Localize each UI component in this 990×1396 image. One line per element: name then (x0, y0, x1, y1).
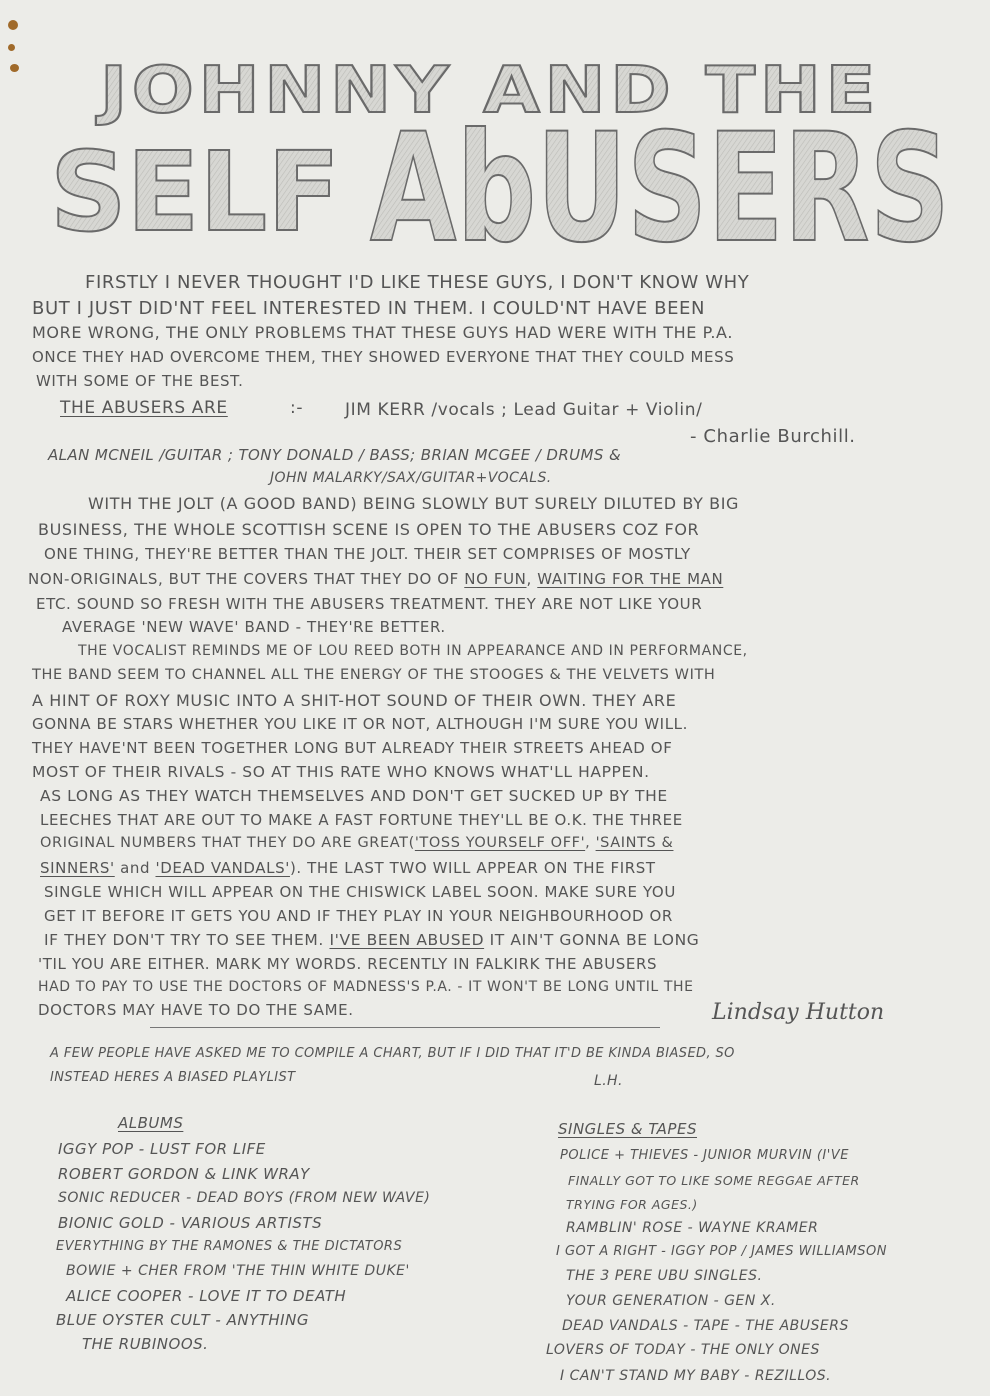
article-text: , (526, 570, 538, 588)
title-abusers: AbUSERS (370, 102, 950, 250)
article-line: AVERAGE 'NEW WAVE' BAND - THEY'RE BETTER. (62, 618, 446, 636)
stain-mark (8, 44, 15, 51)
song-title: WAITING FOR THE MAN (537, 570, 724, 588)
song-title: 'TOSS YOURSELF OFF' (414, 835, 586, 851)
single-item: RAMBLIN' ROSE - WAYNE KRAMER (566, 1220, 819, 1236)
article-line: GONNA BE STARS WHETHER YOU LIKE IT OR NOT, ALTHOUGH I'M SURE YOU WILL. (32, 715, 688, 733)
title-banner (20, 40, 970, 250)
lineup-heading: THE ABUSERS ARE (60, 398, 228, 418)
article-line: A HINT OF ROXY MUSIC INTO A SHIT-HOT SOUND OF THEIR OWN. THEY ARE (32, 691, 677, 710)
single-item: YOUR GENERATION - GEN X. (566, 1293, 776, 1309)
article-line: SINGLE WHICH WILL APPEAR ON THE CHISWICK LABEL SOON. MAKE SURE YOU (44, 883, 676, 901)
article-line: GET IT BEFORE IT GETS YOU AND IF THEY PLAY IN YOUR NEIGHBOURHOOD OR (44, 907, 673, 925)
article-text: and (114, 859, 156, 877)
article-line: FIRSTLY I NEVER THOUGHT I'D LIKE THESE GUYS, I DON'T KNOW WHY (85, 272, 750, 293)
song-title: 'SAINTS & (595, 835, 674, 851)
article-line: WITH THE JOLT (A GOOD BAND) BEING SLOWLY BUT SURELY DILUTED BY BIG (88, 494, 740, 513)
lineup-line: JOHN MALARKY/SAX/GUITAR+VOCALS. (270, 470, 552, 486)
lineup-separator: :- (290, 398, 304, 418)
article-line (40, 835, 673, 851)
playlist-intro: INSTEAD HERES A BIASED PLAYLIST (50, 1070, 296, 1085)
article-line: BUSINESS, THE WHOLE SCOTTISH SCENE IS OPEN TO THE ABUSERS COZ FOR (38, 520, 700, 539)
title-line-1: JOHNNY AND THE (95, 54, 881, 128)
article-line: HAD TO PAY TO USE THE DOCTORS OF MADNESS'S P.A. - IT WON'T BE LONG UNTIL THE (38, 979, 694, 995)
article-line: WITH SOME OF THE BEST. (36, 372, 244, 390)
article-line: AS LONG AS THEY WATCH THEMSELVES AND DON'T GET SUCKED UP BY THE (40, 787, 668, 805)
single-item: POLICE + THIEVES - JUNIOR MURVIN (I'VE (560, 1148, 849, 1163)
singles-heading: SINGLES & TAPES (558, 1120, 697, 1138)
article-line: THE BAND SEEM TO CHANNEL ALL THE ENERGY OF THE STOOGES & THE VELVETS WITH (32, 667, 716, 683)
article-line (40, 859, 656, 877)
article-line: LEECHES THAT ARE OUT TO MAKE A FAST FORTUNE THEY'LL BE O.K. THE THREE (40, 811, 683, 829)
album-item: ALICE COOPER - LOVE IT TO DEATH (66, 1287, 347, 1305)
article-text: NON-ORIGINALS, BUT THE COVERS THAT THEY DO OF (28, 570, 465, 588)
article-text: ORIGINAL NUMBERS THAT THEY DO ARE GREAT( (40, 835, 415, 851)
article-line (44, 931, 699, 949)
article-line: ONCE THEY HAD OVERCOME THEM, THEY SHOWED EVERYONE THAT THEY COULD MESS (32, 348, 735, 366)
playlist-initials: L.H. (594, 1073, 623, 1089)
single-item: FINALLY GOT TO LIKE SOME REGGAE AFTER (568, 1173, 860, 1188)
article-line: BUT I JUST DID'NT FEEL INTERESTED IN THEM. I COULD'NT HAVE BEEN (32, 298, 706, 319)
article-line: 'TIL YOU ARE EITHER. MARK MY WORDS. RECENTLY IN FALKIRK THE ABUSERS (38, 955, 658, 973)
article-line: THE VOCALIST REMINDS ME OF LOU REED BOTH IN APPEARANCE AND IN PERFORMANCE, (78, 643, 748, 659)
single-item: THE 3 PERE UBU SINGLES. (566, 1268, 763, 1284)
album-item: BIONIC GOLD - VARIOUS ARTISTS (58, 1214, 323, 1232)
article-text: IF THEY DON'T TRY TO SEE THEM. (44, 931, 330, 949)
lineup-line: ALAN MCNEIL /GUITAR ; TONY DONALD / BASS; BRIAN MCGEE / DRUMS & (48, 446, 622, 464)
stain-mark (8, 20, 18, 30)
album-item: BLUE OYSTER CULT - ANYTHING (56, 1311, 309, 1329)
song-title: NO FUN (464, 570, 527, 588)
albums-heading: ALBUMS (118, 1114, 184, 1132)
playlist-intro: A FEW PEOPLE HAVE ASKED ME TO COMPILE A CHART, BUT IF I DID THAT IT'D BE KINDA BIASED, SO (50, 1046, 735, 1061)
song-title: 'DEAD VANDALS' (155, 859, 290, 877)
article-line: MORE WRONG, THE ONLY PROBLEMS THAT THESE GUYS HAD WERE WITH THE P.A. (32, 323, 734, 342)
article-line (28, 570, 723, 588)
article-line: ONE THING, THEY'RE BETTER THAN THE JOLT. THEIR SET COMPRISES OF MOSTLY (44, 545, 691, 563)
lineup-line: JIM KERR /vocals ; Lead Guitar + Violin/ (345, 400, 703, 420)
article-text: ). THE LAST TWO WILL APPEAR ON THE FIRST (289, 859, 656, 877)
article-line: DOCTORS MAY HAVE TO DO THE SAME. (38, 1001, 354, 1019)
article-line: THEY HAVE'NT BEEN TOGETHER LONG BUT ALREADY THEIR STREETS AHEAD OF (32, 739, 673, 757)
single-item: I CAN'T STAND MY BABY - REZILLOS. (560, 1368, 832, 1384)
album-item: EVERYTHING BY THE RAMONES & THE DICTATORS (56, 1239, 403, 1254)
lineup-line: - Charlie Burchill. (690, 426, 856, 447)
divider (150, 1027, 660, 1028)
stain-mark (10, 64, 19, 72)
single-item: DEAD VANDALS - TAPE - THE ABUSERS (562, 1318, 849, 1334)
song-title: I'VE BEEN ABUSED (329, 931, 485, 949)
title-self: SELF (50, 128, 340, 250)
single-item: LOVERS OF TODAY - THE ONLY ONES (546, 1342, 820, 1358)
article-text: IT AIN'T GONNA BE LONG (484, 931, 700, 949)
article-line: ETC. SOUND SO FRESH WITH THE ABUSERS TREATMENT. THEY ARE NOT LIKE YOUR (36, 595, 703, 613)
single-item: TRYING FOR AGES.) (566, 1197, 698, 1212)
song-title: SINNERS' (40, 859, 115, 877)
article-text: , (585, 835, 596, 851)
album-item: THE RUBINOOS. (82, 1335, 209, 1353)
single-item: I GOT A RIGHT - IGGY POP / JAMES WILLIAMSON (556, 1244, 887, 1259)
author-signature: Lindsay Hutton (712, 1000, 885, 1025)
album-item: ROBERT GORDON & LINK WRAY (58, 1165, 310, 1183)
album-item: SONIC REDUCER - DEAD BOYS (FROM NEW WAVE) (58, 1190, 431, 1206)
article-line: MOST OF THEIR RIVALS - SO AT THIS RATE WHO KNOWS WHAT'LL HAPPEN. (32, 763, 650, 781)
album-item: BOWIE + CHER FROM 'THE THIN WHITE DUKE' (66, 1263, 410, 1279)
album-item: IGGY POP - LUST FOR LIFE (58, 1140, 266, 1158)
